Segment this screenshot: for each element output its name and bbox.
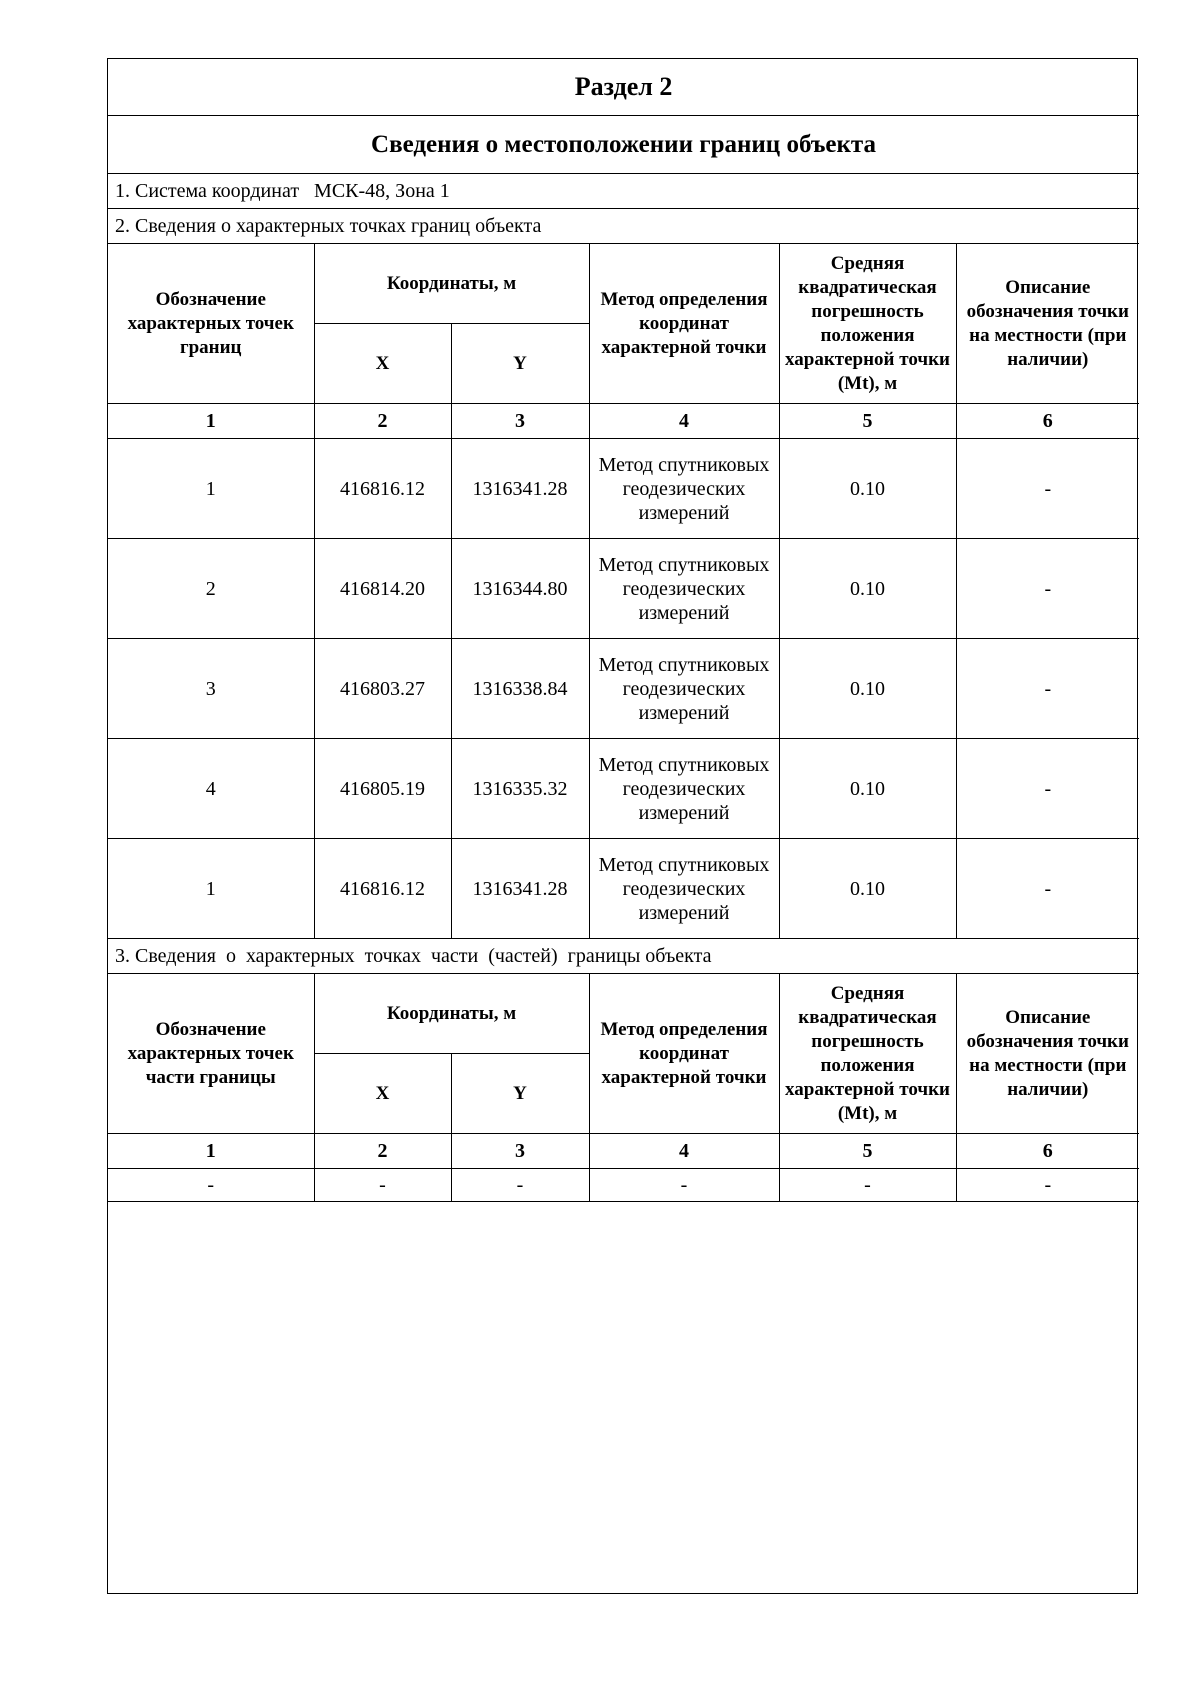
point-y: 1316341.28: [451, 839, 589, 939]
t2-header-coords: Координаты, м: [314, 974, 589, 1054]
t1-header-designation: Обозначение характерных точек границ: [108, 244, 314, 404]
point-error: 0.10: [779, 439, 956, 539]
t1-header-method: Метод определения координат характерной точки: [589, 244, 779, 404]
table-row: [108, 539, 1139, 639]
t1-header-description: Описание обозначения точки на местности (при наличии): [956, 244, 1139, 404]
point-y: 1316338.84: [451, 639, 589, 739]
part-cell: -: [779, 1169, 956, 1202]
t1-header-error: Средняя квадратическая погрешность положения характерной точки (Mt), м: [779, 244, 956, 404]
t2-header-x: X: [314, 1054, 451, 1134]
point-x: 416816.12: [314, 439, 451, 539]
point-y: 1316344.80: [451, 539, 589, 639]
part-cell: -: [451, 1169, 589, 1202]
point-error: 0.10: [779, 839, 956, 939]
t2-header-error: Средняя квадратическая погрешность положения характерной точки (Mt), м: [779, 974, 956, 1134]
table-row: [108, 1169, 1139, 1202]
document-frame: [107, 58, 1138, 1594]
section-subtitle: Сведения о местоположении границ объекта: [108, 116, 1139, 174]
part-cell: -: [956, 1169, 1139, 1202]
t1-colnum: 5: [779, 404, 956, 439]
point-x: 416814.20: [314, 539, 451, 639]
parts-section-text: 3. Сведения о характерных точках части (частей) границы объекта: [115, 945, 712, 967]
point-error: 0.10: [779, 739, 956, 839]
section-title: Раздел 2: [108, 59, 1139, 116]
point-y: 1316335.32: [451, 739, 589, 839]
t2-header-designation: Обозначение характерных точек части границы: [108, 974, 314, 1134]
point-id: 3: [108, 639, 314, 739]
point-method: Метод спутниковых геодезических измерений: [589, 739, 779, 839]
t1-header-x: X: [314, 324, 451, 404]
t1-colnum: 6: [956, 404, 1139, 439]
t2-colnum: 4: [589, 1134, 779, 1169]
point-error: 0.10: [779, 539, 956, 639]
point-description: -: [956, 739, 1139, 839]
coord-system-line: [108, 174, 1139, 209]
t2-colnum: 6: [956, 1134, 1139, 1169]
parts-section-label: [108, 939, 1139, 974]
point-id: 4: [108, 739, 314, 839]
table-row: [108, 839, 1139, 939]
point-error: 0.10: [779, 639, 956, 739]
points-section-label: 2. Сведения о характерных точках границ объекта: [108, 209, 1139, 244]
t1-colnum: 2: [314, 404, 451, 439]
point-description: -: [956, 439, 1139, 539]
point-x: 416803.27: [314, 639, 451, 739]
t2-colnum: 2: [314, 1134, 451, 1169]
table-row: [108, 639, 1139, 739]
t2-header-method: Метод определения координат характерной точки: [589, 974, 779, 1134]
point-description: -: [956, 839, 1139, 939]
t1-header-y: Y: [451, 324, 589, 404]
point-method: Метод спутниковых геодезических измерений: [589, 439, 779, 539]
t2-header-description: Описание обозначения точки на местности (при наличии): [956, 974, 1139, 1134]
t2-header-y: Y: [451, 1054, 589, 1134]
t2-colnum: 3: [451, 1134, 589, 1169]
point-id: 1: [108, 439, 314, 539]
coord-system-text: 1. Система координат МСК-48, Зона 1: [115, 180, 450, 202]
point-description: -: [956, 539, 1139, 639]
t2-colnum: 1: [108, 1134, 314, 1169]
t1-colnum: 4: [589, 404, 779, 439]
t2-colnum: 5: [779, 1134, 956, 1169]
point-x: 416816.12: [314, 839, 451, 939]
point-description: -: [956, 639, 1139, 739]
point-id: 1: [108, 839, 314, 939]
point-x: 416805.19: [314, 739, 451, 839]
point-y: 1316341.28: [451, 439, 589, 539]
table-row: [108, 739, 1139, 839]
point-method: Метод спутниковых геодезических измерений: [589, 839, 779, 939]
point-method: Метод спутниковых геодезических измерений: [589, 539, 779, 639]
point-id: 2: [108, 539, 314, 639]
t1-colnum: 1: [108, 404, 314, 439]
point-method: Метод спутниковых геодезических измерений: [589, 639, 779, 739]
part-cell: -: [314, 1169, 451, 1202]
part-cell: -: [589, 1169, 779, 1202]
section-table: [108, 59, 1139, 1202]
part-cell: -: [108, 1169, 314, 1202]
table-row: [108, 439, 1139, 539]
t1-header-coords: Координаты, м: [314, 244, 589, 324]
t1-colnum: 3: [451, 404, 589, 439]
